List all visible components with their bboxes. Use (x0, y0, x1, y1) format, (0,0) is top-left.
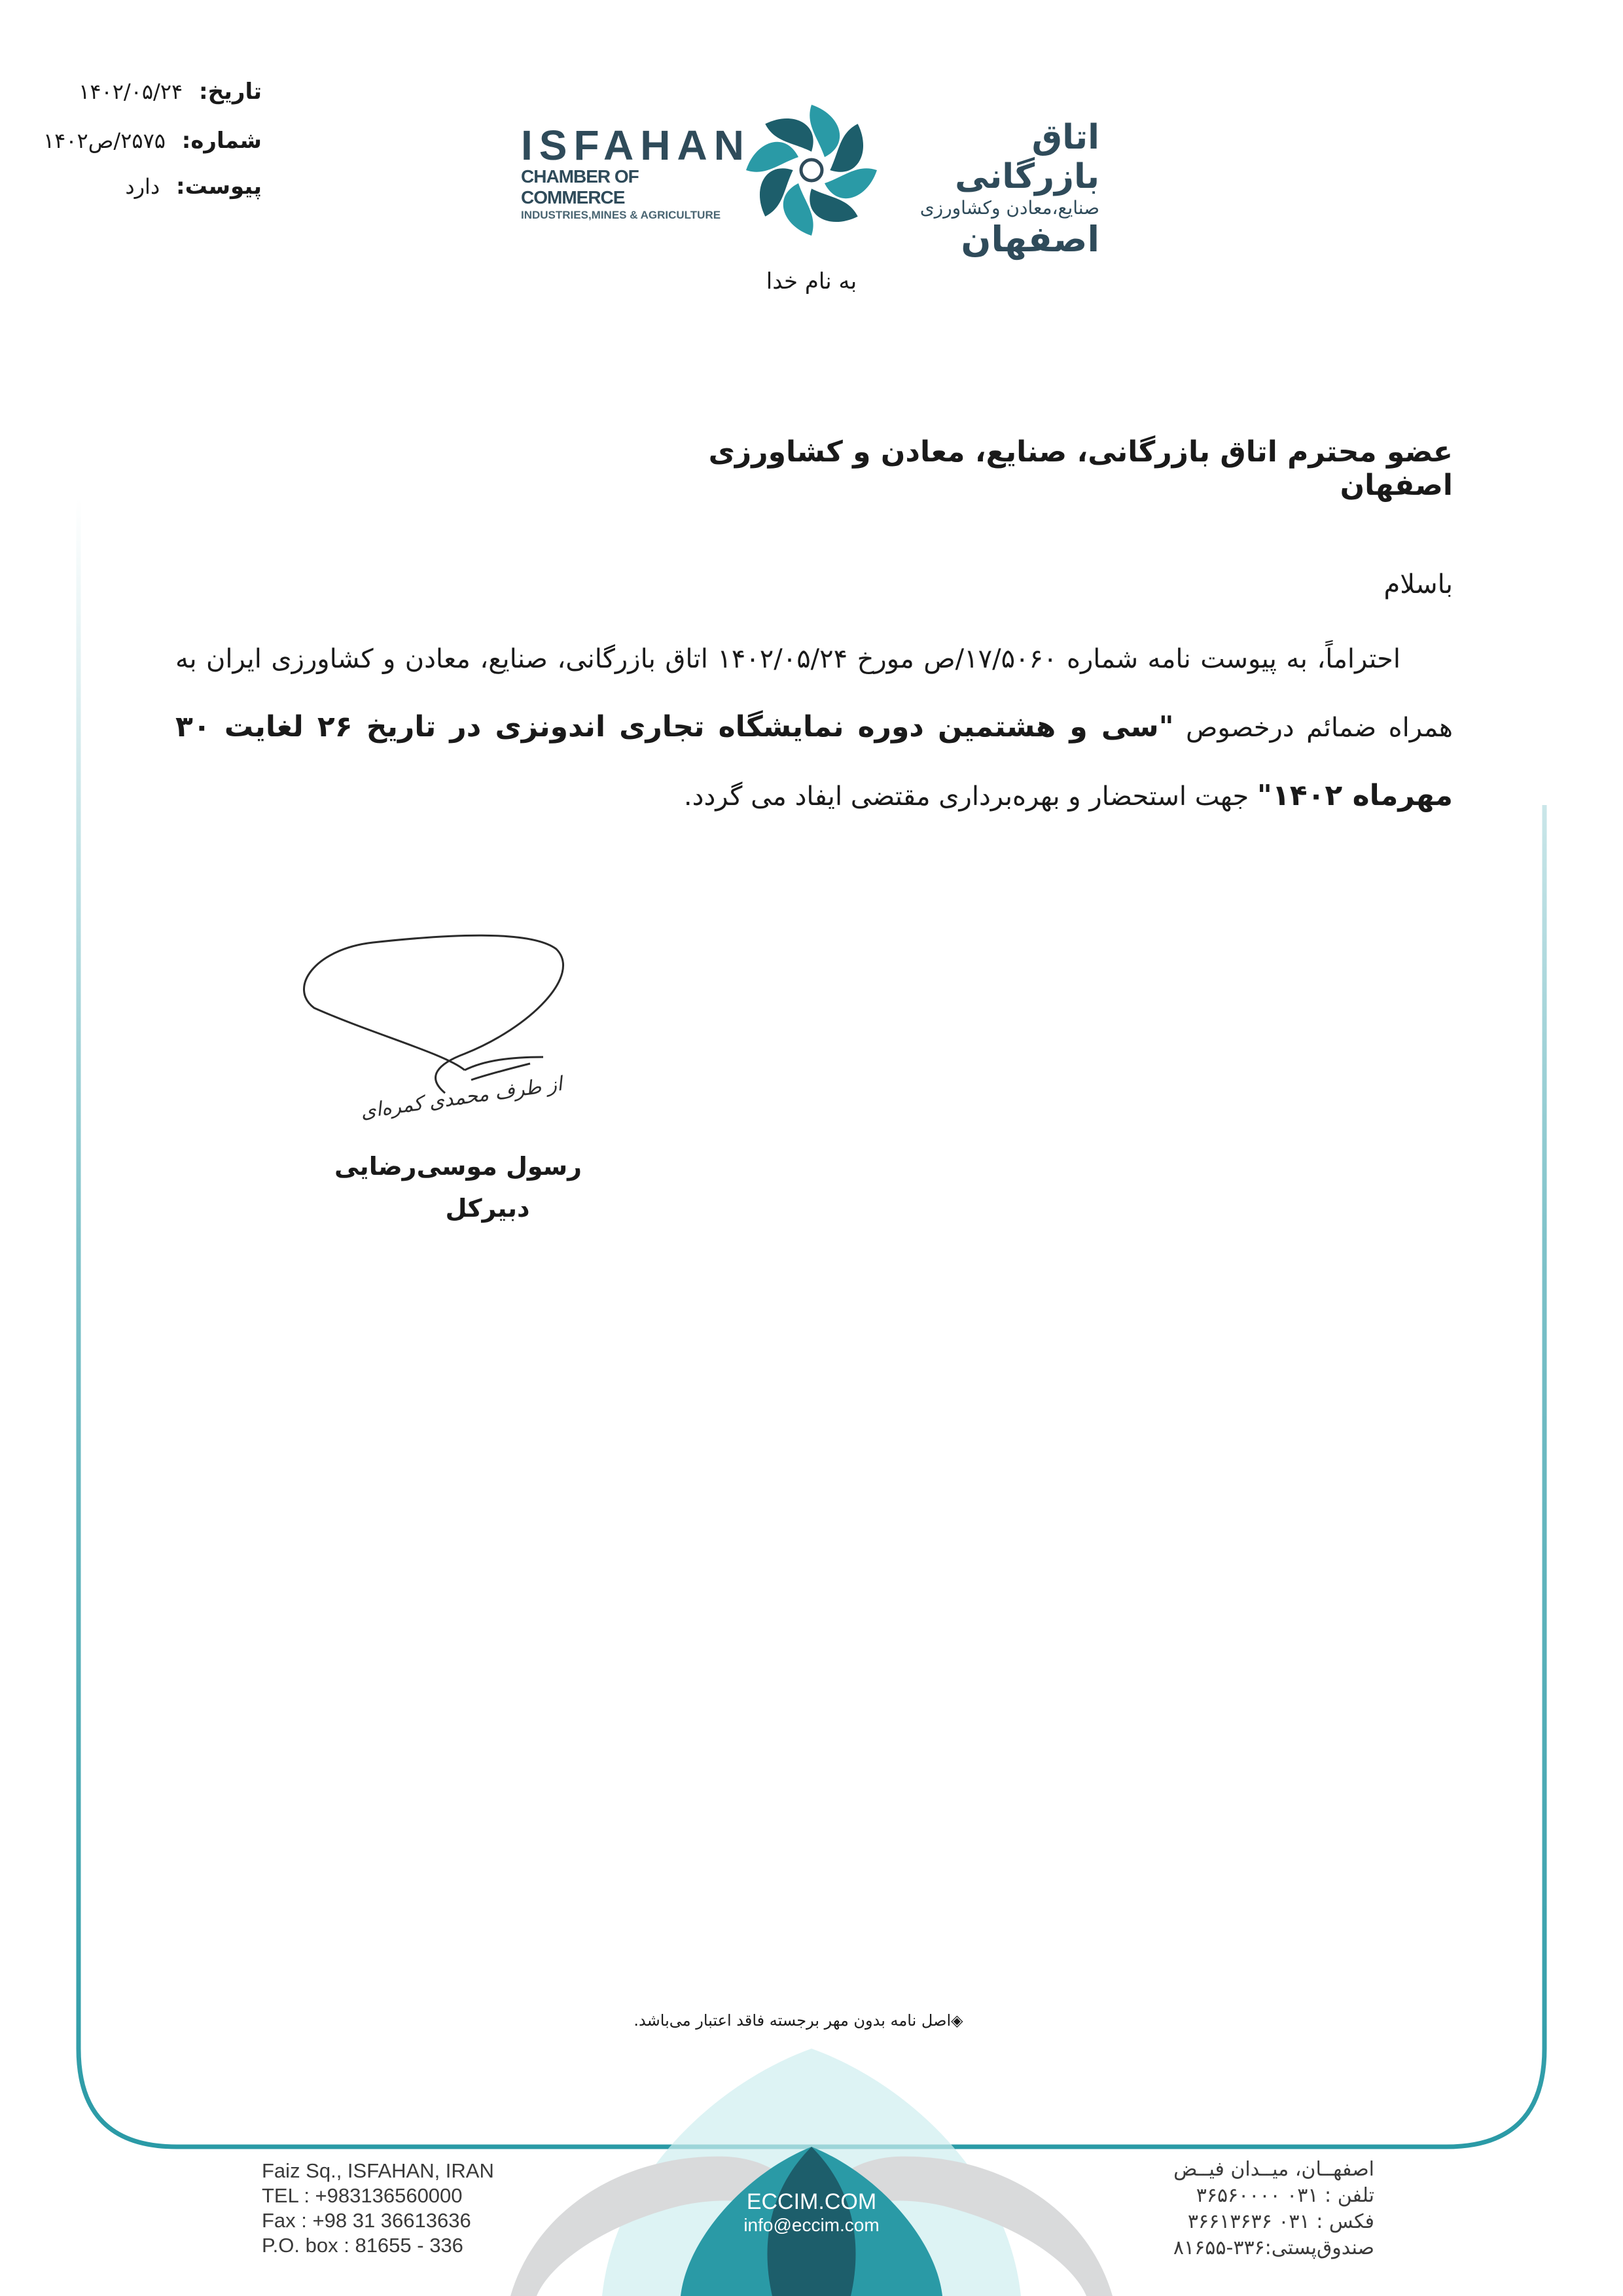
body-text-bold: "سی و هشتمین دوره نمایشگاه تجاری اندونزی در تاریخ ۲۶ لغایت ۳۰ مهرماه ۱۴۰۲" (175, 710, 1453, 812)
signer-title: دبیرکل (445, 1194, 530, 1223)
website-link[interactable]: ECCIM.COM (746, 2189, 877, 2214)
logo-fa-line1: اتاق بازرگانی (955, 118, 1099, 196)
logo-en-line1: ISFAHAN (521, 122, 751, 169)
validity-notice (615, 2011, 982, 2030)
attachment-label: پیوست: (176, 173, 262, 200)
number-line (26, 128, 262, 154)
body-text-part1: احتراماً، به پیوست نامه شماره ۱۷/۵۰۶۰/ص مورخ ۱۴۰۲/۰۵/۲۴ اتاق بازرگانی، صنایع، معادن و کشاورزی ایران به همراه ضمائم درخصوص (175, 644, 1453, 743)
signer-name: رسول موسی‌رضایی (334, 1152, 582, 1181)
logo-english (521, 122, 751, 223)
logo-en-line3: INDUSTRIES,MINES & AGRICULTURE (521, 209, 721, 221)
footer-fa-tel: تلفن : ۰۳۱ ۳۶۵۶۰۰۰۰ (1196, 2184, 1374, 2207)
body-text-part2: جهت استحضار و بهره‌برداری مقتضی ایفاد می گردد. (683, 781, 1257, 812)
footer-ornament (510, 2042, 1113, 2296)
number-value: ۲۵۷۵/ص۱۴۰۲ (43, 128, 166, 153)
date-value: ۱۴۰۲/۰۵/۲۴ (79, 79, 183, 104)
logo-fa-line3: اصفهان (961, 219, 1099, 260)
letter-body (175, 625, 1453, 831)
footer-en-address: Faiz Sq., ISFAHAN, IRAN (262, 2159, 494, 2182)
footer-fa-pobox: صندوق‌پستی:۳۳۶-۸۱۶۵۵ (1173, 2236, 1374, 2259)
footer-contact-en (262, 2159, 537, 2258)
signer-block (327, 1145, 589, 1229)
addressee: عضو محترم اتاق بازرگانی، صنایع، معادن و کشاورزی اصفهان (708, 435, 1453, 502)
chamber-logo-icon (746, 101, 877, 239)
greeting: باسلام (1383, 569, 1453, 600)
logo-fa-line2: صنایع،معادن وکشاورزی (919, 197, 1099, 219)
bismillah: به نام خدا (766, 268, 857, 295)
footer-en-fax: Fax : +98 31 36613636 (262, 2209, 471, 2232)
footer-web (707, 2189, 916, 2236)
footer-fa-fax: فکس : ۰۳۱ ۳۶۶۱۳۶۳۶ (1187, 2210, 1374, 2233)
attachment-value: دارد (125, 174, 160, 199)
signature-handwriting: از طرف محمدی کمره‌ای (359, 1072, 564, 1124)
number-label: شماره: (181, 128, 262, 154)
logo-persian (883, 118, 1099, 259)
notice-text: اصل نامه بدون مهر برجسته فاقد اعتبار می‌باشد. (633, 2011, 952, 2030)
footer-en-tel: TEL : +983136560000 (262, 2184, 463, 2207)
date-line (26, 79, 262, 105)
date-label: تاریخ: (199, 79, 262, 105)
footer-fa-address: اصفهــان، میــدان فیــض (1173, 2158, 1374, 2181)
footer-en-pobox: P.O. box : 81655 - 336 (262, 2234, 463, 2257)
attachment-line (26, 173, 262, 200)
email-link[interactable]: info@eccim.com (743, 2215, 880, 2235)
diamond-bullet-icon: ◈ (951, 2011, 963, 2030)
footer-contact-fa (1086, 2157, 1374, 2261)
logo-en-line2: CHAMBER OF COMMERCE (521, 166, 639, 207)
